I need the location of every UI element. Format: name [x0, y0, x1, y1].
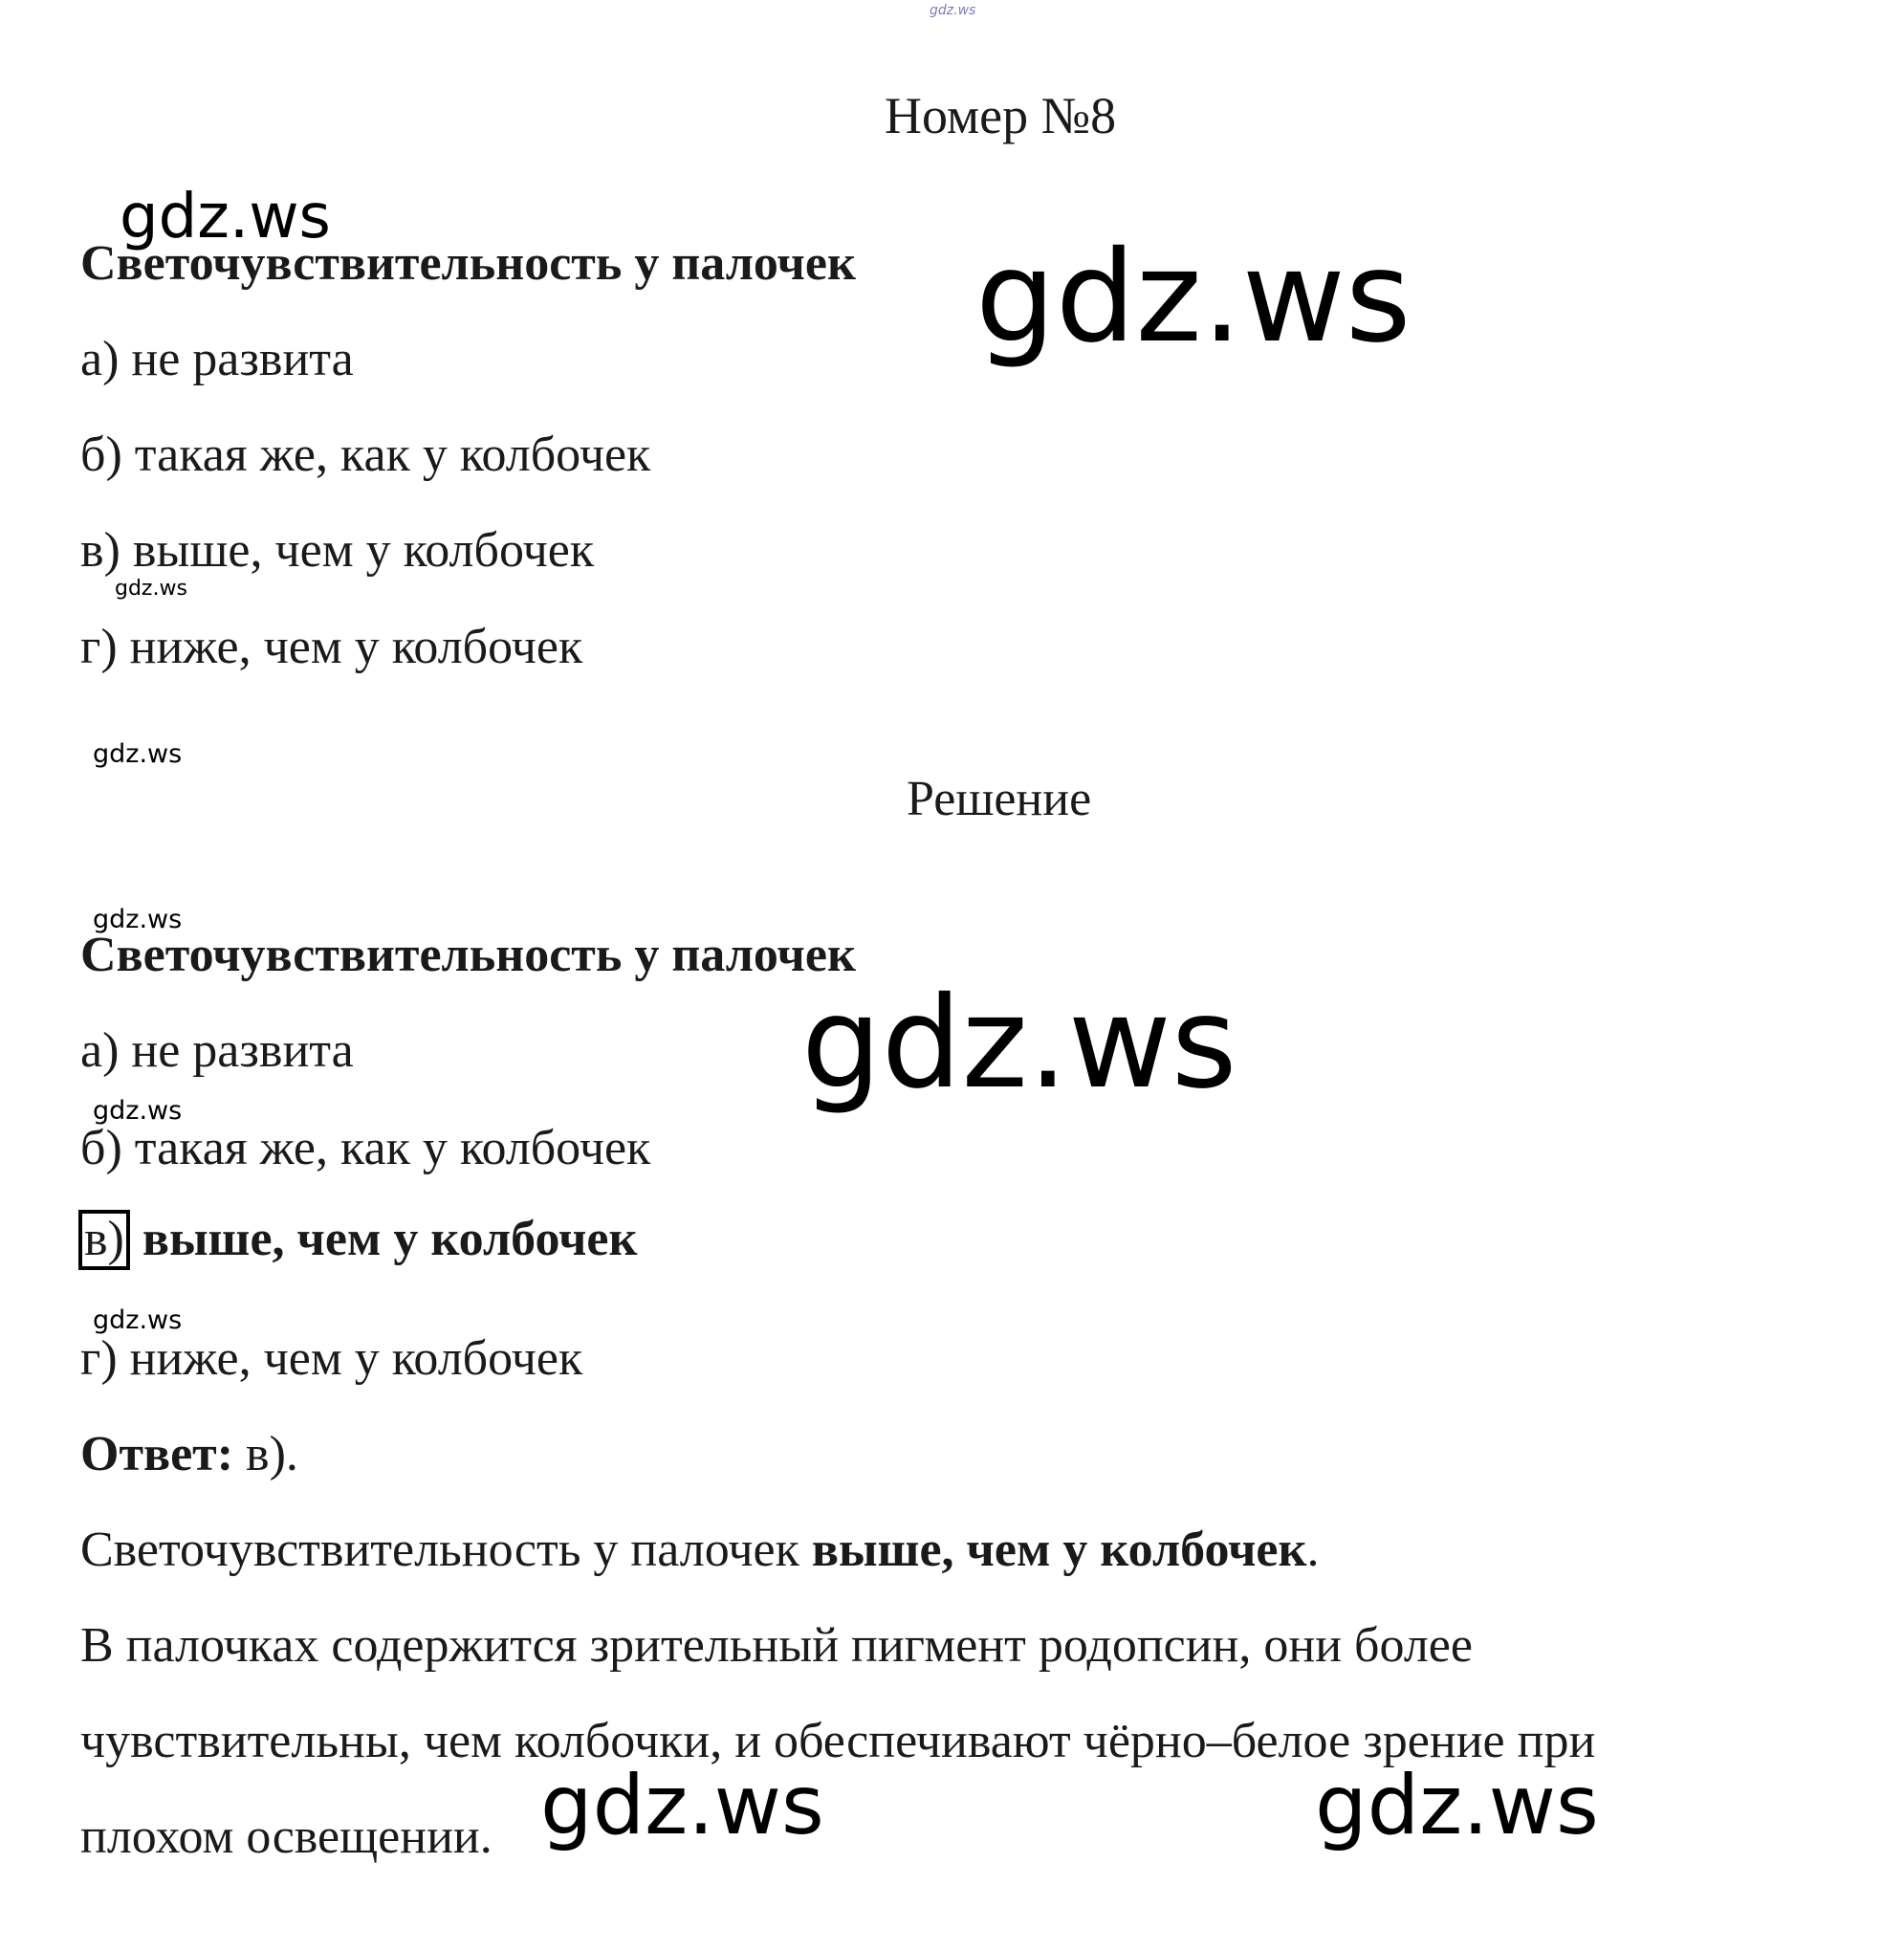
watermark: gdz.ws [93, 905, 183, 934]
watermark: gdz.ws [975, 224, 1412, 371]
solution-heading: Светочувствительность у палочек [80, 928, 856, 982]
solution-option: а) не развита [80, 1023, 354, 1078]
watermark: gdz.ws [540, 1758, 824, 1853]
watermark: gdz.ws [120, 182, 331, 252]
solution-option: б) такая же, как у колбочек [80, 1121, 651, 1175]
explanation-line [80, 1521, 1319, 1580]
watermark: gdz.ws [93, 739, 183, 769]
selected-option-marker: в) [78, 1210, 130, 1270]
watermark: gdz.ws [1315, 1758, 1599, 1853]
answer-value: в). [246, 1427, 298, 1481]
page-title: Номер №8 [885, 87, 1117, 144]
question-option: в) выше, чем у колбочек [80, 523, 595, 578]
question-option: б) такая же, как у колбочек [80, 427, 651, 482]
selected-option [78, 1210, 637, 1270]
watermark: gdz.ws [115, 577, 187, 601]
answer-line [80, 1425, 298, 1484]
paragraph-line: В палочках содержится зрительный пигмент родопсин, они более [80, 1618, 1473, 1673]
paragraph-line: чувствительны, чем колбочки, и обеспечивают чёрно–белое зрение при [80, 1714, 1596, 1768]
explanation-bold: выше, чем у колбочек [811, 1523, 1307, 1577]
answer-label: Ответ: [80, 1427, 234, 1481]
solution-title: Решение [907, 772, 1092, 826]
solution-option: г) ниже, чем у колбочек [80, 1331, 583, 1386]
question-option: а) не развита [80, 332, 354, 386]
watermark: gdz.ws [93, 1096, 183, 1126]
explanation-prefix: Светочувствительность у палочек [80, 1523, 812, 1577]
explanation-suffix: . [1306, 1523, 1320, 1577]
watermark-top: gdz.ws [930, 3, 976, 18]
paragraph-line: плохом освещении. [80, 1809, 492, 1864]
watermark: gdz.ws [93, 1305, 183, 1335]
selected-option-text: выше, чем у колбочек [142, 1212, 638, 1266]
question-option: г) ниже, чем у колбочек [80, 620, 583, 674]
watermark: gdz.ws [801, 970, 1237, 1117]
question-heading: Светочувствительность у палочек [80, 236, 856, 291]
